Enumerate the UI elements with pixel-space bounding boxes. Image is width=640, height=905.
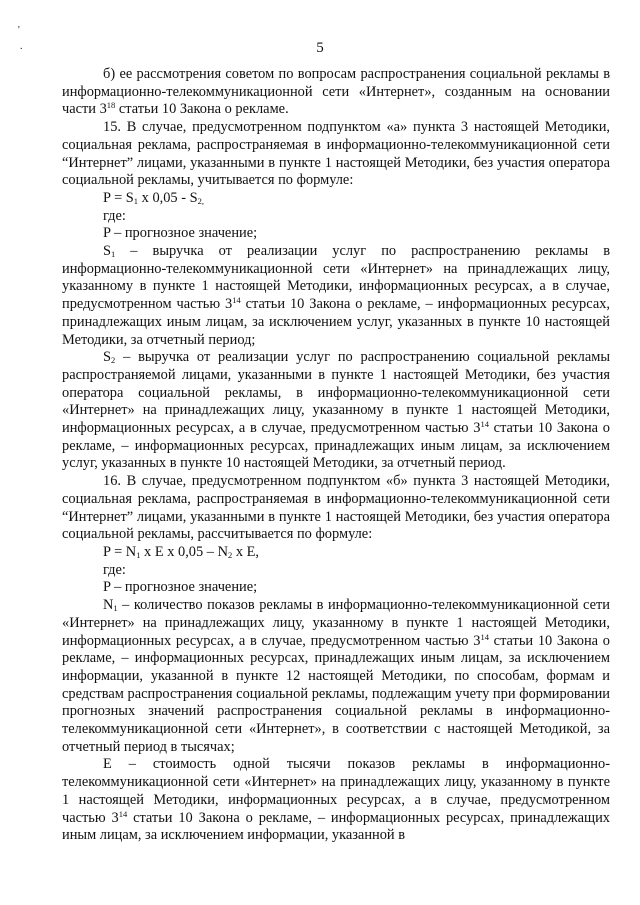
subscript: 1 [133,195,139,206]
document-body [62,66,610,845]
text-run: 16. В случае, предусмотренном подпунктом «б» пункта 3 настоящей Методики, социальная реклама, распространяемая в информационно-телекоммуникационной сети “Интернет” лицами, указанными в пункте 1 настоящей Методики, без участия оператора социальной рекламы, рассчитывается по формуле: [62,473,610,543]
page-number: 5 [316,40,324,56]
text-run: P = S [103,189,134,206]
text-run: 15. В случае, предусмотренном подпунктом «а» пункта 3 настоящей Методики, социальная реклама, распространяемая в информационно-телекоммуникационной сети “Интернет” лицами, указанными в пункте 1 настоящей Методики, без участия оператора социальной рекламы, учитывается по формуле: [62,119,610,189]
superscript: 14 [480,631,489,642]
formula-line-d1 [62,225,610,243]
subscript: 1 [113,603,118,614]
subscript: 1 [111,249,116,260]
text-run: – выручка от реализации услуг по распространению социальной рекламы распространяемой лицами, указанными в пункте 1 настоящей Методики, без участия оператора социальной рекламы, в информационно-телекоммуникационной сети «Интернет» на принадлежащих лицу, указанному в пункте 1 настоящей Методики, информационных ресурсах, а в случае, предусмотренном частью 3 [62,349,610,437]
text-run: – выручка от реализации услуг по распространению рекламы в информационно-телекоммуникационной сети «Интернет» на принадлежащих лицу, указанному в пункте 1 настоящей Методики, информационных ресурсах, а в случае, предусмотренном частью 3 [62,243,610,313]
paragraph-p1 [62,66,610,119]
scan-mark: ' [18,25,20,36]
text-run: S [103,243,112,260]
subscript: 2 [227,549,233,560]
text-run: – количество показов рекламы в информационно-телекоммуникационной сети «Интернет» на принадлежащих лицу, указанному в пункте 1 настоящей Методики, информационных ресурсах, а в случае, предусмотренном частью 3 [62,597,610,649]
text-run: E – стоимость одной тысячи показов рекламы в информационно-телекоммуникационной сети «Интернет» на принадлежащих лицу, указанному в пункте 1 настоящей Методики, информационных ресурсах, а в случае, предусмотренном частью 3 [62,756,610,826]
paragraph-s2 [62,349,610,473]
text-run: где: [103,561,126,578]
paragraph-n1 [62,597,610,756]
paragraph-p2 [62,119,610,190]
text-run: статьи 10 Закона о рекламе, – информационных ресурсах, принадлежащих иным лицам, за исключением информации, указанной в пункте 12 настоящей Методики, по способам, формам и средствам распространения социальной рекламы, подлежащим учету при формировании прогнозных значений распространения социальной рекламы в информационно-телекоммуникационной сети «Интернет», в соответствии с настоящей Методикой, за отчетный период в тысячах; [62,632,610,755]
text-run: статьи 10 Закона о рекламе, – информационных ресурсах, принадлежащих иным лицам, за исключением информации, указанной в [62,809,610,844]
superscript: 14 [480,419,489,430]
formula-line-d2 [62,579,610,597]
text-run: x 0,05 - S [138,189,198,206]
paragraph-e1 [62,756,610,845]
text-run: N [103,597,114,614]
text-run: P = N [103,543,137,560]
scan-mark: . [20,41,23,52]
text-run: x E, [232,543,260,560]
paragraph-p3 [62,473,610,544]
superscript: 18 [106,100,116,111]
formula-line-f1 [62,190,610,208]
formula-line-f2 [62,544,610,562]
subscript: 2 [111,355,116,366]
text-run: б) ее рассмотрения советом по вопросам распространения социальной рекламы в информационно-телекоммуникационной сети «Интернет», созданным на основании части 3 [62,66,610,118]
superscript: 14 [118,808,128,819]
subscript: 2, [197,195,204,206]
subscript: 1 [136,549,141,560]
text-run: P – прогнозное значение; [103,225,258,242]
text-run: P – прогнозное значение; [103,579,258,596]
text-run: статьи 10 Закона о рекламе. [115,101,289,118]
superscript: 14 [232,295,241,306]
paragraph-s1 [62,243,610,349]
text-run: x E x 0,05 – N [140,543,228,560]
formula-line-g2 [62,562,610,580]
text-run: статьи 10 Закона о рекламе, – информационных ресурсах, принадлежащих иным лицам, за исключением услуг, указанных в пункте 10 настоящей Методики, за отчетный период; [62,296,610,348]
text-run: где: [103,207,126,224]
formula-line-g1 [62,208,610,226]
text-run: S [103,349,112,366]
text-run: статьи 10 Закона о рекламе, – информационных ресурсах, принадлежащих иным лицам, за исключением услуг, указанных в пункте 10 настоящей Методики, за отчетный период. [62,420,610,472]
